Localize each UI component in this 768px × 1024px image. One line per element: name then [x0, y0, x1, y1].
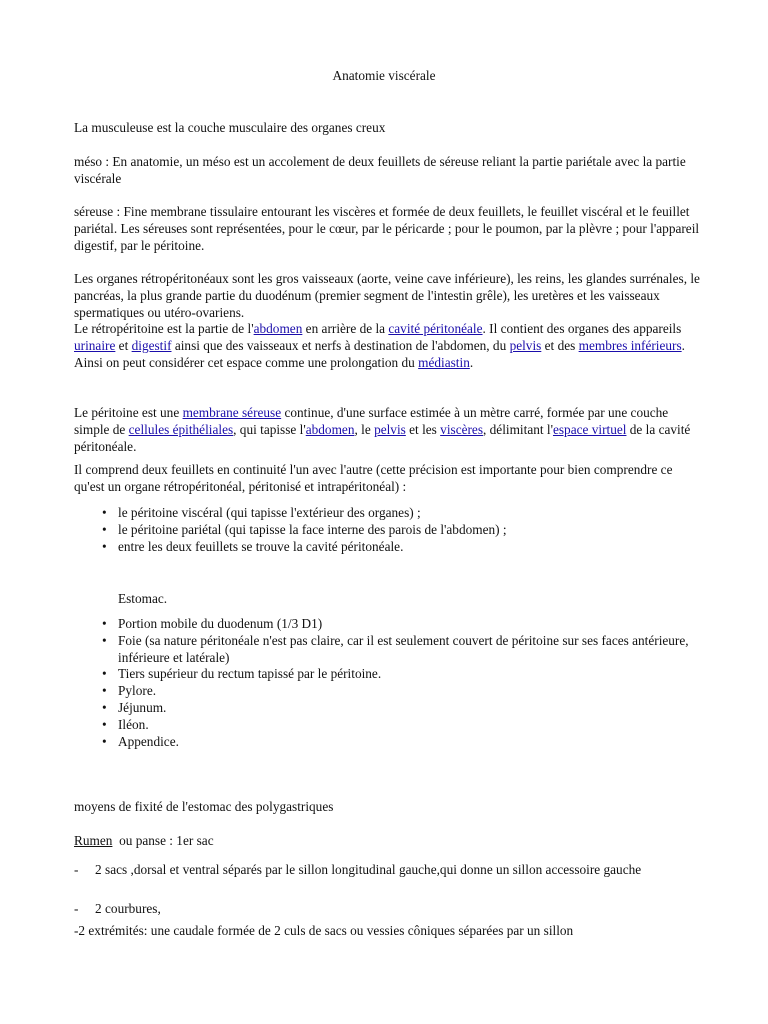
- list-item: • le péritoine viscéral (qui tapisse l'extérieur des organes) ;: [74, 505, 700, 522]
- link-pelvis[interactable]: pelvis: [509, 338, 542, 354]
- list-feuillets: [74, 505, 700, 555]
- list-item: • Tiers supérieur du rectum tapissé par le péritoine.: [74, 666, 700, 683]
- link-cellules-epitheliales[interactable]: cellules épithéliales: [128, 421, 234, 437]
- paragraph-sereuse: séreuse : Fine membrane tissulaire entourant les viscères et formée de deux feuillets, le feuillet viscéral et le feuillet pariétal. Les séreuses sont représentées, pour le cœur, par le péricarde ; pour le poumon, par la plèvre ; pour l'appareil digestif, par le péritoine.: [74, 204, 700, 253]
- heading-estomac: Estomac.: [118, 591, 168, 606]
- list-item: • le péritoine pariétal (qui tapisse la face interne des parois de l'abdomen) ;: [74, 522, 700, 539]
- link-urinaire[interactable]: urinaire: [74, 338, 116, 354]
- list-item: • entre les deux feuillets se trouve la cavité péritonéale.: [74, 539, 700, 556]
- list-item: • Iléon.: [74, 717, 700, 734]
- list-item: • Jéjunum.: [74, 700, 700, 717]
- rumen-label: Rumen: [74, 833, 113, 848]
- paragraph-musculeuse: La musculeuse est la couche musculaire des organes creux: [74, 120, 386, 135]
- paragraph-peritoine: Le péritoine est une membrane séreuse continue, d'une surface estimée à un mètre carré, formée par une couche simple de cellules épithéliales, qui tapisse l'abdomen, le pelvis et les viscères, délimitant l'espace virtuel de la cavité péritonéale.: [74, 405, 691, 454]
- list-item: • Foie (sa nature péritonéale n'est pas claire, car il est seulement couvert de péritoine sur ses faces antérieure, inférieure et latérale): [74, 633, 700, 667]
- link-digestif[interactable]: digestif: [131, 338, 172, 354]
- paragraph-meso: méso : En anatomie, un méso est un accolement de deux feuillets de séreuse reliant la partie pariétale avec la partie viscérale: [74, 154, 686, 186]
- link-visceres[interactable]: viscères: [440, 421, 483, 437]
- list-estomac: [74, 616, 700, 750]
- paragraph-feuillets: Il comprend deux feuillets en continuité l'un avec l'autre (cette précision est importante pour bien comprendre ce qu'est un organe rétropéritonéal, péritonisé et intrapéritonéal) :: [74, 462, 673, 494]
- paragraph-extremites: -2 extrémités: une caudale formée de 2 culs de sacs ou vessies côniques séparées par un sillon: [74, 923, 574, 938]
- paragraph-retroperitoneaux: Les organes rétropéritonéaux sont les gros vaisseaux (aorte, veine cave inférieure), les reins, les glandes surrénales, le pancréas, la plus grande partie du duodénum (premier segment de l'intestin grêle), les uretères et les vaisseaux spermatiques ou utéro-ovariens. Le rétropéritoine est la partie de l'abdomen en arrière de la cavité péritonéale. Il contient des organes des appareils urinaire et digestif ainsi que des vaisseaux et nerfs à destination de l'abdomen, du pelvis et des membres inférieurs. Ainsi on peut considérer cet espace comme une prolongation du médiastin.: [74, 271, 700, 370]
- paragraph-rumen: Rumen ou panse : 1er sac: [74, 833, 214, 848]
- list-item: • Appendice.: [74, 734, 700, 751]
- link-membres-inferieurs[interactable]: membres inférieurs: [578, 338, 682, 354]
- link-abdomen[interactable]: abdomen: [253, 321, 303, 337]
- link-membrane-sereuse[interactable]: membrane séreuse: [182, 405, 282, 420]
- paragraph-moyens-fixite: moyens de fixité de l'estomac des polygastriques: [74, 799, 334, 814]
- list-item: • Portion mobile du duodenum (1/3 D1): [74, 616, 700, 633]
- page-title: Anatomie viscérale: [332, 68, 436, 83]
- link-cavite-peritoneale[interactable]: cavité péritonéale: [388, 321, 483, 337]
- link-pelvis-2[interactable]: pelvis: [374, 421, 406, 437]
- link-espace-virtuel[interactable]: espace virtuel: [552, 421, 627, 437]
- paragraph-sacs: - 2 sacs ,dorsal et ventral séparés par le sillon longitudinal gauche,qui donne un sillon accessoire gauche: [74, 862, 642, 877]
- link-mediastin[interactable]: médiastin: [418, 354, 470, 370]
- link-abdomen-2[interactable]: abdomen: [305, 421, 355, 437]
- paragraph-courbures: - 2 courbures,: [74, 901, 161, 916]
- list-item: • Pylore.: [74, 683, 700, 700]
